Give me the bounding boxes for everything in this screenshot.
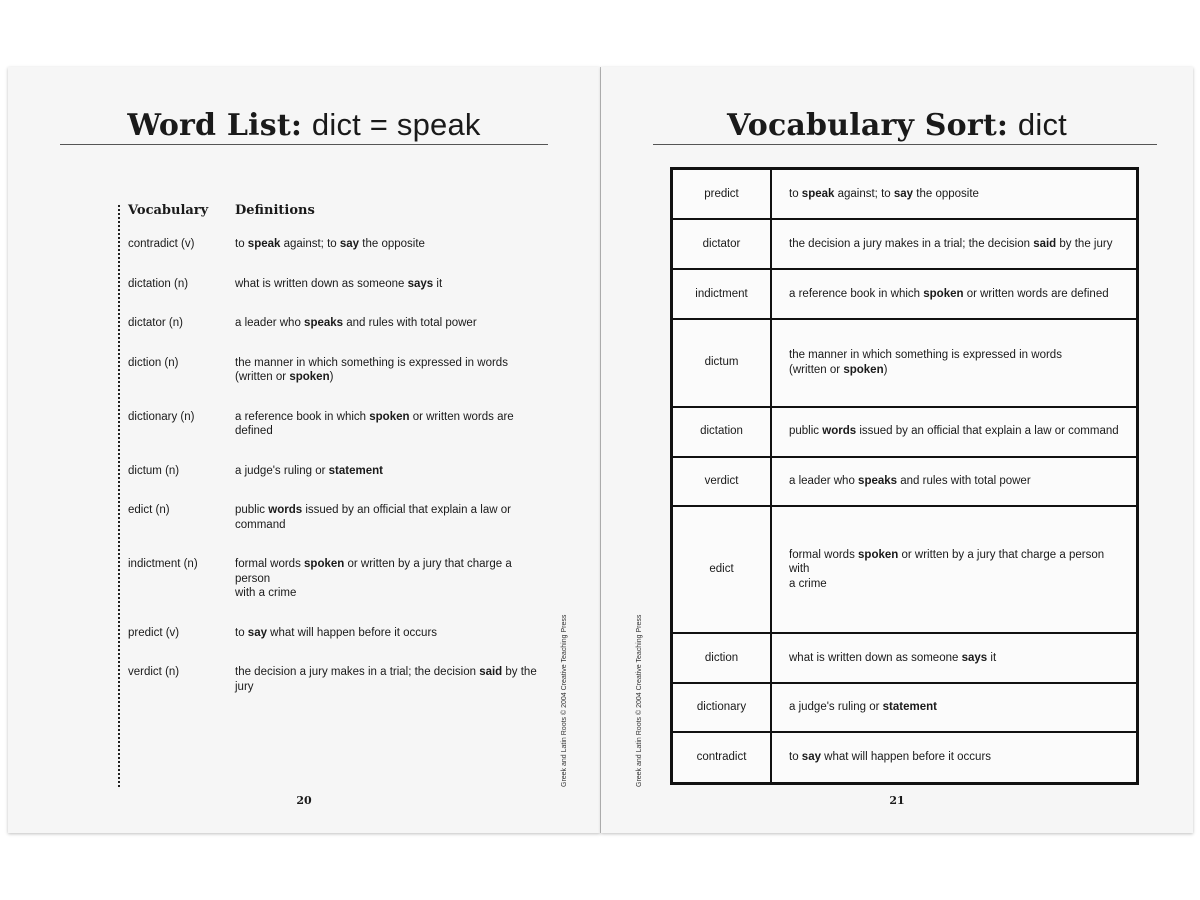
sort-word: dictionary	[672, 683, 772, 733]
vocabulary-term: diction (n)	[128, 356, 179, 369]
definition-text: )	[883, 363, 888, 376]
definition	[235, 464, 548, 479]
sort-row	[672, 269, 1138, 319]
definition-text: it	[433, 277, 443, 290]
sort-definition	[771, 683, 1138, 733]
sort-row	[672, 457, 1138, 507]
root-keyword: speak	[247, 238, 281, 250]
definitions-header: Definitions	[235, 203, 315, 218]
definition	[235, 626, 548, 641]
word-entry	[128, 410, 548, 439]
sort-definition	[771, 169, 1138, 220]
sort-definition	[771, 732, 1138, 783]
sort-word: diction	[672, 633, 772, 683]
definition-text: it	[987, 651, 997, 664]
copyright-credit: Greek and Latin Roots © 2004 Creative Teaching Press	[636, 614, 643, 787]
definition-text: issued by an official that explain a law or	[302, 504, 511, 516]
sort-definition	[771, 457, 1138, 507]
dotted-margin-line	[118, 205, 120, 787]
sort-row	[672, 219, 1138, 269]
copyright-credit: Greek and Latin Roots © 2004 Creative Teaching Press	[561, 614, 568, 787]
word-entry	[128, 464, 548, 479]
title-rule	[60, 144, 548, 145]
definition-text: to	[235, 238, 248, 250]
definition-text: by the jury	[235, 666, 537, 693]
definition-text: the opposite	[359, 238, 425, 250]
root-keyword: words	[822, 425, 857, 438]
definition-text: a reference book in which	[235, 410, 370, 423]
sort-row	[672, 407, 1138, 457]
definition-text: or written words are defined	[963, 287, 1109, 300]
definition-text: and rules with total power	[343, 317, 477, 329]
definition-text: what is written down as someone	[235, 277, 408, 290]
vocabulary-sort-table	[670, 167, 1139, 785]
sort-row	[672, 633, 1138, 683]
sort-row	[672, 683, 1138, 733]
definition-text: to	[789, 751, 802, 764]
root-keyword: speaks	[304, 317, 344, 329]
definition-text: to	[789, 187, 802, 200]
word-list	[128, 203, 548, 719]
definition-text: formal words	[789, 548, 859, 561]
left-page	[8, 67, 600, 833]
definition-text: and rules with total power	[897, 475, 1031, 488]
sort-definition	[771, 269, 1138, 319]
sort-definition	[771, 633, 1138, 683]
right-page	[601, 67, 1193, 833]
vocabulary-term: dictum (n)	[128, 464, 180, 477]
definition-text: or written by a jury that charge a person with	[789, 548, 1105, 576]
definition-text: what will happen before it occurs	[266, 626, 438, 639]
root-keyword: says	[407, 277, 434, 290]
vocabulary-sort-title	[601, 107, 1193, 143]
sort-word: edict	[672, 506, 772, 633]
title-rest: dict	[1017, 107, 1067, 142]
definition-text: against; to	[834, 187, 894, 200]
definition-text: a crime	[789, 577, 827, 590]
root-keyword: spoken	[843, 363, 884, 376]
root-keyword: say	[801, 751, 821, 764]
definition-text: public	[235, 504, 269, 516]
definition-text: against; to	[280, 238, 340, 250]
definition-text: a judge's ruling or	[789, 701, 883, 714]
definition	[235, 237, 548, 252]
root-keyword: spoken	[304, 558, 345, 570]
page-number: 20	[296, 794, 312, 807]
sort-word: dictator	[672, 219, 772, 269]
word-entry	[128, 626, 548, 641]
definition-text: command	[235, 518, 286, 531]
definition-text: to	[235, 626, 248, 639]
sort-word: verdict	[672, 457, 772, 507]
word-entry	[128, 665, 548, 694]
definition-text: formal words	[235, 558, 305, 570]
root-keyword: spoken	[858, 548, 899, 561]
word-list-title	[8, 107, 600, 143]
vocabulary-term: dictionary (n)	[128, 410, 195, 423]
root-keyword: say	[339, 238, 360, 250]
vocabulary-term: dictation (n)	[128, 277, 189, 290]
definition-text: public	[789, 425, 823, 438]
root-keyword: words	[268, 504, 303, 516]
vocabulary-header: Vocabulary	[128, 203, 209, 218]
word-entry	[128, 277, 548, 292]
sort-row	[672, 319, 1138, 407]
sort-definition	[771, 219, 1138, 269]
definition-text: the decision a jury makes in a trial; the decision	[789, 237, 1034, 250]
vocabulary-term: verdict (n)	[128, 666, 180, 678]
word-entry	[128, 316, 548, 331]
sort-word: contradict	[672, 732, 772, 783]
definition-text: a judge's ruling or	[235, 464, 329, 477]
root-keyword: statement	[328, 464, 383, 477]
definition-text: a leader who	[235, 317, 305, 329]
vocabulary-term: dictator (n)	[128, 317, 183, 329]
root-keyword: speak	[801, 187, 835, 200]
title-rest: dict = speak	[311, 107, 481, 142]
definition-text: a reference book in which	[789, 287, 924, 300]
title-bold: Word List:	[127, 108, 303, 143]
page-number: 21	[889, 794, 905, 807]
word-entry	[128, 557, 548, 601]
title-rule	[653, 144, 1157, 145]
definition-text: the manner in which something is expressed in words	[235, 356, 508, 369]
definition	[235, 410, 548, 439]
sort-row	[672, 506, 1138, 633]
sort-word: indictment	[672, 269, 772, 319]
definition	[235, 277, 548, 292]
root-keyword: statement	[882, 701, 937, 714]
sort-definition	[771, 506, 1138, 633]
definition	[235, 356, 548, 385]
sort-definition	[771, 319, 1138, 407]
definition-text: (written or	[789, 363, 844, 376]
root-keyword: say	[247, 626, 267, 639]
root-keyword: say	[893, 187, 914, 200]
word-entry	[128, 356, 548, 385]
definition-text: (written or	[235, 371, 290, 383]
list-header	[128, 203, 548, 218]
title-bold: Vocabulary Sort:	[727, 108, 1009, 143]
sort-definition	[771, 407, 1138, 457]
sort-row	[672, 169, 1138, 220]
definition-text: what will happen before it occurs	[820, 751, 992, 764]
vocabulary-term: edict (n)	[128, 504, 170, 516]
word-entry	[128, 503, 548, 532]
root-keyword: spoken	[369, 410, 410, 423]
root-keyword: said	[479, 666, 503, 678]
definition-text: the decision a jury makes in a trial; the decision	[235, 666, 480, 678]
definition-text: with a crime	[235, 587, 297, 599]
definition-text: the manner in which something is expressed in words	[789, 349, 1062, 362]
root-keyword: spoken	[289, 371, 330, 383]
sort-word: dictum	[672, 319, 772, 407]
sort-word: dictation	[672, 407, 772, 457]
definition-text: or written by a jury that charge a person	[235, 558, 512, 585]
definition-text: by the jury	[1056, 237, 1113, 250]
definition	[235, 316, 548, 331]
definition-text: or written words are defined	[235, 410, 514, 437]
sort-row	[672, 732, 1138, 783]
definition-text: the opposite	[913, 187, 979, 200]
root-keyword: spoken	[923, 287, 964, 300]
definition	[235, 665, 548, 694]
entries-list	[128, 237, 548, 694]
sort-word: predict	[672, 169, 772, 220]
root-keyword: speaks	[858, 475, 898, 488]
definition-text: what is written down as someone	[789, 651, 962, 664]
root-keyword: said	[1033, 237, 1057, 250]
definition	[235, 557, 548, 601]
definition-text: issued by an official that explain a law or command	[856, 425, 1119, 438]
definition	[235, 503, 548, 532]
vocabulary-term: indictment (n)	[128, 558, 198, 570]
word-entry	[128, 237, 548, 252]
vocabulary-term: contradict (v)	[128, 238, 195, 250]
root-keyword: says	[961, 651, 988, 664]
definition-text: )	[329, 371, 334, 383]
vocabulary-term: predict (v)	[128, 626, 180, 639]
definition-text: a leader who	[789, 475, 859, 488]
